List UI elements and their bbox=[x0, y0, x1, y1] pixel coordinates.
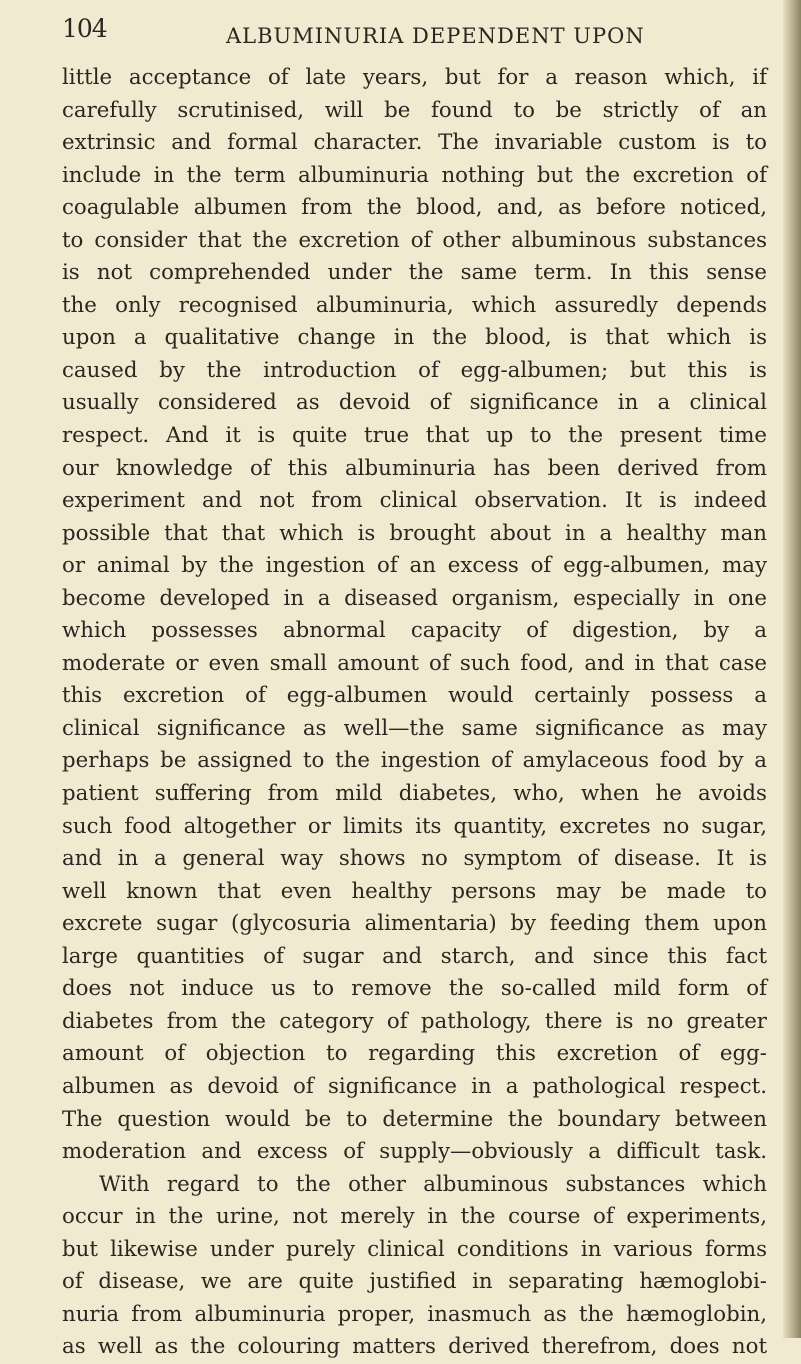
text-line: carefully scrutinised, will be found to be strictly of an bbox=[62, 97, 767, 123]
text-line: well known that even healthy persons may be made to bbox=[62, 878, 767, 904]
text-line: as well as the colouring matters derived therefrom, does not bbox=[62, 1334, 767, 1360]
text-line: caused by the introduction of egg-albumen; but this is bbox=[62, 357, 767, 383]
text-line: does not induce us to remove the so-called mild form of bbox=[62, 976, 767, 1002]
text-line: clinical significance as well—the same significance as may bbox=[62, 715, 767, 741]
text-line: of disease, we are quite justified in separating hæmoglobi- bbox=[62, 1269, 767, 1295]
running-head: ALBUMINURIA DEPENDENT UPON bbox=[226, 24, 645, 48]
text-line: our knowledge of this albuminuria has been derived from bbox=[62, 455, 767, 481]
text-line: little acceptance of late years, but for a reason which, if bbox=[62, 65, 767, 90]
text-line: include in the term albuminuria nothing but the excretion of bbox=[62, 162, 767, 188]
text-line: occur in the urine, not merely in the course of experiments, bbox=[62, 1204, 767, 1230]
body-text bbox=[62, 62, 767, 1364]
text-line: which possesses abnormal capacity of digestion, by a bbox=[62, 618, 767, 644]
text-line: and in a general way shows no symptom of disease. It is bbox=[62, 846, 767, 872]
text-line: experiment and not from clinical observation. It is indeed bbox=[62, 488, 767, 514]
text-line: usually considered as devoid of significance in a clinical bbox=[62, 390, 767, 416]
text-line: The question would be to determine the boundary between bbox=[62, 1106, 767, 1132]
text-line: coagulable albumen from the blood, and, as before noticed, bbox=[62, 195, 767, 221]
text-line: this excretion of egg-albumen would certainly possess a bbox=[62, 683, 767, 709]
text-line: but likewise under purely clinical conditions in various forms bbox=[62, 1236, 767, 1262]
text-line: moderation and excess of supply—obviously a difficult task. bbox=[62, 1139, 767, 1165]
text-line: is not comprehended under the same term. In this sense bbox=[62, 260, 767, 286]
page-edge-shadow bbox=[783, 0, 801, 1338]
text-line: diabetes from the category of pathology, there is no greater bbox=[62, 1008, 767, 1034]
text-line: extrinsic and formal character. The invariable custom is to bbox=[62, 130, 767, 156]
text-line: perhaps be assigned to the ingestion of amylaceous food by a bbox=[62, 748, 767, 774]
page-header bbox=[0, 10, 801, 50]
text-line: patient suffering from mild diabetes, who, when he avoids bbox=[62, 781, 767, 807]
text-line: respect. And it is quite true that up to the present time bbox=[62, 423, 767, 449]
text-line: amount of objection to regarding this excretion of egg- bbox=[62, 1041, 767, 1067]
text-line: large quantities of sugar and starch, and since this fact bbox=[62, 943, 767, 969]
text-line: such food altogether or limits its quantity, excretes no sugar, bbox=[62, 813, 767, 839]
text-line: moderate or even small amount of such food, and in that case bbox=[62, 650, 767, 676]
page-number: 104 bbox=[62, 14, 107, 43]
text-line: the only recognised albuminuria, which assuredly depends bbox=[62, 292, 767, 318]
text-line: to consider that the excretion of other albuminous substances bbox=[62, 227, 767, 253]
text-line: or animal by the ingestion of an excess of egg-albumen, may bbox=[62, 553, 767, 579]
text-line: albumen as devoid of significance in a pathological respect. bbox=[62, 1073, 767, 1099]
text-line: excrete sugar (glycosuria alimentaria) by feeding them upon bbox=[62, 911, 767, 937]
text-line: become developed in a diseased organism, especially in one bbox=[62, 585, 767, 611]
text-line: nuria from albuminuria proper, inasmuch as the hæmoglobin, bbox=[62, 1301, 767, 1327]
text-line: possible that that which is brought about in a healthy man bbox=[62, 520, 767, 546]
paragraph-start-line: With regard to the other albuminous substances which bbox=[99, 1171, 767, 1197]
text-line: upon a qualitative change in the blood, is that which is bbox=[62, 325, 767, 351]
